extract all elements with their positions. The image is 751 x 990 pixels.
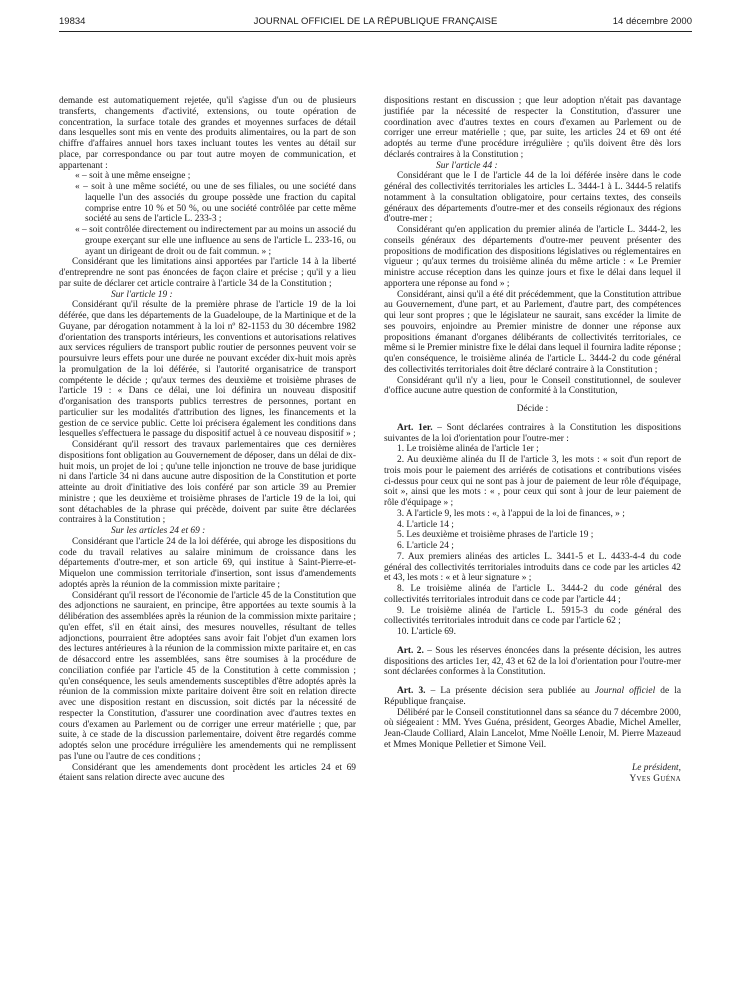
journal-name: Journal officiel xyxy=(594,686,656,696)
paragraph: Considérant qu'il ressort de l'économie de l'article 45 de la Constitution que des adjonctions ne sauraient, en principe, être apportées au texte soumis à la délibération des assemblées après la réunion de la commission mixte paritaire ; qu'en effet, s'il en était ainsi, des mesures nouvelles, résultant de telles adjonctions, pourraient être adoptées sans avoir fait l'objet d'un examen lors des lectures antérieures à la réunion de la commission mixte paritaire et, en cas de désaccord entre les assemblées, sans être soumises à la procédure de conciliation confiée par l'article 45 de la Constitution à cette commission ; qu'en conséquence, les seuls amendements susceptibles d'être adoptés après la réunion de la commission mixte paritaire doivent être soit en relation directe avec une disposition restant en discussion, soit dictés par la nécessité de respecter la Constitution, d'assurer une coordination avec d'autres textes en cours d'examen au Parlement ou de corriger une erreur matérielle ; que, par suite, à ce stade de la discussion parlementaire, doivent être regardés comme adoptés selon une procédure irrégulière les amendements qui ne remplissent pas l'une ou l'autre de ces conditions ; xyxy=(59,590,356,762)
header-rule xyxy=(59,31,692,32)
decision-heading: Décide : xyxy=(516,404,549,414)
paragraph: Considérant qu'il n'y a lieu, pour le Conseil constitutionnel, de soulever d'office aucune autre question de conformité à la Constitution, xyxy=(384,375,681,397)
left-column xyxy=(59,96,356,784)
list-item: « – soit à une même société, ou une de ses filiales, ou une société dans laquelle l'un des associés du groupe possède une fraction du capital comprise entre 10 % et 50 %, ou une société contrôlée par cette même société au sens de l'article L. 233-3 ; xyxy=(75,182,356,225)
article-1 xyxy=(384,423,681,445)
paragraph: Considérant que les amendements dont procèdent les articles 24 et 69 étaient sans relation directe avec aucune des xyxy=(59,762,356,784)
right-column xyxy=(384,96,681,785)
journal-title: JOURNAL OFFICIEL DE LA RÉPUBLIQUE FRANÇAISE xyxy=(253,16,498,27)
paragraph: demande est automatiquement rejetée, qu'il s'agisse d'un ou de plusieurs transferts, changements d'activité, extensions, ou toute opération de concentration, la surface totale des grandes et moyennes surfaces de détail dans lesquelles sont mis en vente des produits alimentaires, ou la part de son chiffre d'affaires annuel hors taxes incluant toutes les ventes au détail sur place, par correspondance ou par tout autre moyen de communication, et appartenant : xyxy=(59,96,356,171)
paragraph: dispositions restant en discussion ; que leur adoption n'était pas davantage justifiée par la nécessité de respecter la Constitution, d'assurer une coordination avec d'autres textes en cours d'examen au Parlement ou de corriger une erreur matérielle ; que, par suite, les articles 24 et 69 ont été adoptés au terme d'une procédure irrégulière ; qu'ils doivent être dès lors déclarés contraires à la Constitution ; xyxy=(384,96,681,160)
article-2 xyxy=(384,646,681,678)
article-3-label: Art. 3. xyxy=(397,686,426,696)
list-item: 5. Les deuxième et troisième phrases de l'article 19 ; xyxy=(397,530,594,541)
list-item: « – soit à une même enseigne ; xyxy=(75,171,191,182)
paragraph: Considérant qu'en application du premier alinéa de l'article L. 3444-2, les conseils généraux des départements d'outre-mer peuvent présenter des propositions de modification des dispositions législatives ou réglementaires en vigueur ; qu'aux termes du troisième alinéa du même article : « Le Premier ministre accuse réception dans les quinze jours et fixe le délai dans lequel il apportera une réponse au fond » ; xyxy=(384,225,681,289)
article-2-text: – Sous les réserves énoncées dans la présente décision, les autres dispositions des articles 1er, 42, 43 et 62 de la loi d'orientation pour l'outre-mer sont déclarées conformes à la Constitution. xyxy=(384,645,681,678)
paragraph: Considérant que l'article 24 de la loi déférée, qui abroge les dispositions du code du travail relatives au salaire minimum de croissance dans les départements d'outre-mer, et son article 69, qui institue à Saint-Pierre-et-Miquelon une commission territoriale d'insertion, sont issus d'amendements adoptés après la réunion de la commission mixte paritaire ; xyxy=(59,536,356,590)
paragraph: Considérant qu'il ressort des travaux parlementaires que ces dernières dispositions font obligation au Gouvernement de déposer, dans un délai de dix-huit mois, un projet de loi ; qu'une telle injonction ne trouve de base juridique ni dans l'article 34 ni dans aucune autre disposition de la Constitution et porte atteinte au droit d'initiative des lois conféré par son article 39 au Premier ministre ; que les deuxième et troisième phrases de l'article 19 de la loi, qui sont détachables de la phrase qui précède, doivent par suite être déclarées contraires à la Constitution ; xyxy=(59,440,356,526)
list-item: 3. A l'article 9, les mots : «, à l'appui de la loi de finances, » ; xyxy=(397,508,625,519)
article-2-label: Art. 2. xyxy=(397,645,424,656)
paragraph: Considérant qu'il résulte de la première phrase de l'article 19 de la loi déférée, que dans les départements de la Guadeloupe, de la Martinique et de la Guyane, par dérogation notamment à la loi nº 82-1153 du 30 décembre 1982 d'orientation des transports intérieurs, les conventions et autorisations relatives aux services réguliers de transport public routier de personnes peuvent voir se poursuivre leurs effets pour une durée ne pouvant excéder dix-huit mois après la promulgation de la loi déférée, si l'autorité organisatrice de transport compétente le décide ; qu'aux termes des deuxième et troisième phrases de l'article 19 : « Dans ce délai, une loi définira un nouveau dispositif d'organisation des transports publics terrestres de personnes, portant en particulier sur les modalités d'attribution des lignes, les financements et la gestion de ce service public. Cette loi précisera également les conditions dans lesquelles s'effectuera le passage du dispositif actuel à ce nouveau dispositif » ; xyxy=(59,300,356,440)
list-item: 10. L'article 69. xyxy=(397,627,456,637)
list-item: 1. Le troisième alinéa de l'article 1er ; xyxy=(397,444,539,455)
list-item: 9. Le troisième alinéa de l'article L. 5915-3 du code général des collectivités territoriales introduit dans ce code par l'article 62 ; xyxy=(384,605,681,627)
list-item: 6. L'article 24 ; xyxy=(397,541,454,551)
list-item: 8. Le troisième alinéa de l'article L. 3444-2 du code général des collectivités territoriales introduit dans ce code par l'article 44 ; xyxy=(384,584,681,605)
page-header xyxy=(59,16,692,30)
list-item: « – soit contrôlée directement ou indirectement par au moins un associé du groupe exerçant sur elle une influence au sens de l'article L. 233-16, ou ayant un dirigeant de droit ou de fait commun. » ; xyxy=(75,225,356,257)
article-1-label: Art. 1er. xyxy=(397,422,433,433)
paragraph: Considérant que les limitations ainsi apportées par l'article 14 à la liberté d'entreprendre ne sont pas énoncées de façon claire et précise ; qu'il y a lieu par suite de déclarer cet article contraire à l'article 34 de la Constitution ; xyxy=(59,257,356,289)
article-3 xyxy=(384,686,681,708)
paragraph: Considérant, ainsi qu'il a été dit précédemment, que la Constitution attribue au Gouvernement, d'une part, et au Parlement, d'autre part, des compétences qui leur sont propres ; que le législateur ne saurait, sans excéder la limite de ses pouvoirs, enjoindre au Premier ministre de donner une réponse aux propositions émanant d'organes délibérants de collectivités territoriales, ce même si le Premier ministre fixe le délai dans lequel il fournira ladite réponse ; qu'en conséquence, le troisième alinéa de l'article L. 3444-2 du code général des collectivités territoriales doit être déclaré contraire à la Constitution ; xyxy=(384,289,681,375)
article-3-text-end: de la République française. xyxy=(384,686,681,707)
deliberation-paragraph: Délibéré par le Conseil constitutionnel dans sa séance du 7 décembre 2000, où siégeaient : MM. Yves Guéna, président, Georges Abadie, Michel Ameller, Jean-Claude Colliard, Alain Lancelot, Mme Noëlle Lenoir, M. Pierre Mazeaud et Mmes Monique Pelletier et Simone Veil. xyxy=(384,707,681,750)
signature-name: Yves Guéna xyxy=(629,773,681,784)
section-heading: Sur les articles 24 et 69 : xyxy=(111,526,206,536)
section-heading: Sur l'article 44 : xyxy=(436,160,498,171)
list-item: 4. L'article 14 ; xyxy=(397,519,454,530)
list-item: 7. Aux premiers alinéas des articles L. 3441-5 et L. 4433-4-4 du code général des collectivités territoriales introduits dans ce code par les articles 42 et 43, les mots : « et à leur signature » ; xyxy=(384,551,681,584)
paragraph: Considérant que le I de l'article 44 de la loi déférée insère dans le code général des collectivités territoriales les articles L. 3444-1 à L. 3444-5 relatifs notamment à la consultation obligatoire, pour certains textes, des conseils généraux des départements d'outre-mer et des conseils régionaux des régions d'outre-mer ; xyxy=(384,171,681,225)
article-1-text: – Sont déclarées contraires à la Constitution les dispositions suivantes de la loi d'orientation pour l'outre-mer : xyxy=(384,422,681,444)
signature-block xyxy=(384,763,681,785)
publication-date: 14 décembre 2000 xyxy=(612,16,692,27)
signature-title: Le président, xyxy=(632,762,681,773)
article-3-text: – La présente décision sera publiée au xyxy=(425,686,595,696)
list-item: 2. Au deuxième alinéa du II de l'article 3, les mots : « soit d'un report de trois mois pour le paiement des arriérés de cotisations et contributions visées ci-dessus pour ceux qui ne sont pas à jour de paiement de leur rôle d'équipage, soit », ainsi que les mots : « , pour ceux qui sont à jour de leur paiement de rôle d'équipage » ; xyxy=(384,455,681,508)
section-heading: Sur l'article 19 : xyxy=(111,289,173,300)
page-number: 19834 xyxy=(59,16,86,27)
